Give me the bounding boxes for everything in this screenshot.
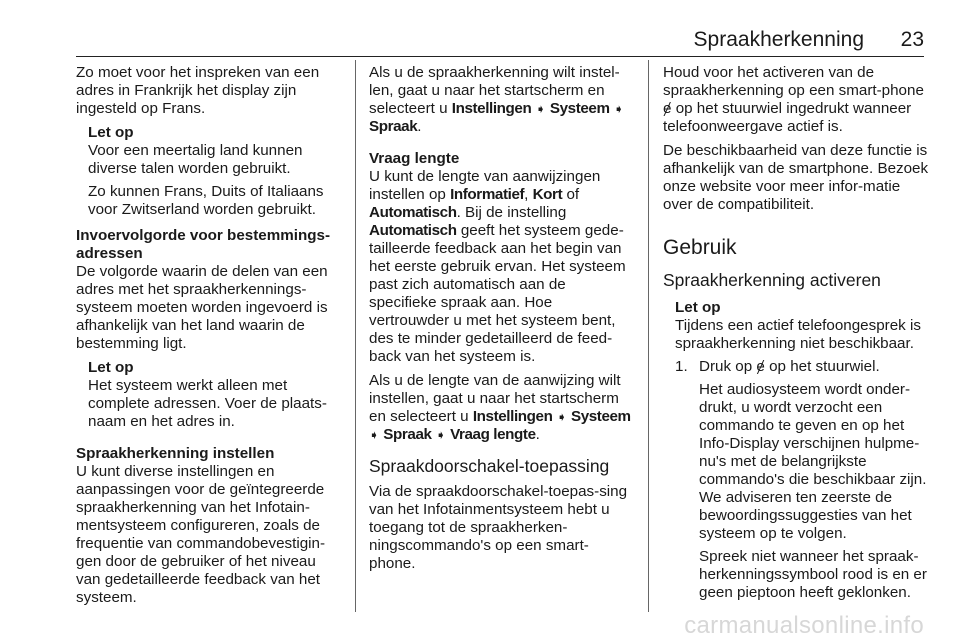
paragraph-input-order: De volgorde waarin de delen van een adres met het spraakherkennings-systeem moeten worden ingevoerd is afhankelijk van het land waarin de bestemming ligt. (76, 263, 328, 352)
note-label: Let op (88, 124, 134, 141)
option-label: Automatisch (369, 222, 457, 239)
arrow-icon: ➧ (556, 410, 567, 424)
option-label: Automatisch (369, 204, 457, 221)
running-title: Spraakherkenning (693, 28, 864, 51)
menu-path-item: Systeem (570, 408, 631, 425)
step-detail: Spreek niet wanneer het spraak-herkenningssymbool rood is en er geen pieptoon heeft geklonken. (699, 548, 927, 601)
note-text: Zo kunnen Frans, Duits of Italiaans voor Zwitserland worden gebruikt. (88, 183, 324, 218)
step-content (699, 358, 931, 607)
step-detail: Het audiosysteem wordt onder-drukt, u wordt verzocht een commando te geven en op het Info-Display verschijnen hulpme-nu's met de belangrijkste commando's die beschikbaar zijn. We adviseren ten zeerste de bewoordingssuggesties van het systeem op te volgen. (699, 381, 927, 542)
option-label: Kort (532, 186, 563, 203)
heading-usage: Gebruik (663, 236, 737, 259)
paragraph-passthrough: Via de spraakdoorschakel-toepas-sing van het Infotainmentsysteem hebt u toegang tot de spraakherken-ningscommando's op een smart-phone. (369, 483, 628, 572)
note-phone-call (675, 299, 931, 353)
arrow-icon: ➧ (535, 102, 546, 116)
step-list (663, 358, 931, 607)
paragraph-speech-settings: Als u de spraakherkenning wilt instel-len, gaat u naar het startscherm en selecteert u Instellingen ➧ Systeem ➧ Spraak. (369, 64, 624, 135)
note-text: Voor een meertalig land kunnen diverse talen worden gebruikt. (88, 142, 303, 177)
paragraph-settings: U kunt diverse instellingen en aanpassingen voor de geïntegreerde spraakherkenning van het Infotain-mentsysteem configureren, zoals de frequentie van commandobevestigin-gen door de gebruiker of het niveau van gedetailleerde feedback van het systeem. (76, 463, 326, 606)
subheading-prompt-length: Vraag lengte (369, 150, 460, 167)
note-text: Tijdens een actief telefoongesprek is spraakherkenning niet beschikbaar. (675, 317, 921, 352)
intro-paragraph: Zo moet voor het inspreken van een adres in Frankrijk het display zijn ingesteld op Frans. (76, 64, 320, 117)
page-number: 23 (900, 28, 924, 51)
note-multilingual (88, 124, 344, 219)
menu-path-item: Systeem (549, 100, 610, 117)
step-instruction: Druk op ɇ op het stuurwiel. (699, 358, 880, 375)
paragraph-availability: De beschikbaarheid van deze functie is afhankelijk van de smartphone. Bezoek onze website voor meer infor-matie over de compatibiliteit. (663, 142, 929, 213)
column-divider-1 (355, 60, 356, 612)
menu-path-item: Spraak (369, 118, 418, 135)
paragraph-prompt-length-path: Als u de lengte van de aanwijzing wilt instellen, gaat u naar het startscherm en selecteert u Instellingen ➧ Systeem ➧ Spraak ➧ Vraag lengte. (369, 372, 631, 443)
voice-button-icon: ɇ (663, 100, 672, 117)
arrow-icon: ➧ (435, 428, 446, 442)
note-complete-addresses (88, 359, 344, 431)
column-2 (369, 64, 635, 579)
subheading-input-order: Invoervolgorde voor bestemmings-adressen (76, 227, 331, 262)
step-number: 1. (675, 358, 688, 375)
menu-path-item: Instellingen (451, 100, 532, 117)
menu-path-item: Spraak (383, 426, 432, 443)
header-rule (76, 56, 924, 57)
paragraph-prompt-length: U kunt de lengte van aanwijzingen instellen op Informatief, Kort of Automatisch. Bij de instelling Automatisch geeft het systeem gede-tailleerde feedback aan het begin van het eerste gebruik ervan. Het systeem past zich automatisch aan de specifieke spraak aan. Hoe vertrouwder u met het systeem bent, des te minder gedetailleerd de feed-back van het systeem is. (369, 168, 626, 365)
voice-button-icon: ɇ (756, 358, 765, 375)
menu-path-item: Instellingen (472, 408, 553, 425)
menu-path-item: Vraag lengte (450, 426, 536, 443)
column-1 (76, 64, 344, 613)
watermark: carmanualsonline.info (684, 612, 924, 639)
arrow-icon: ➧ (613, 102, 624, 116)
column-divider-2 (648, 60, 649, 612)
column-3 (663, 64, 931, 607)
heading-activate: Spraakherkenning activeren (663, 270, 881, 290)
note-text: Het systeem werkt alleen met complete adressen. Voer de plaats-naam en het adres in. (88, 377, 327, 430)
paragraph-smartphone-activation: Houd voor het activeren van de spraakherkenning op een smart-phone ɇ op het stuurwiel ingedrukt wanneer telefoonweergave actief is. (663, 64, 924, 135)
note-label: Let op (88, 359, 134, 376)
subheading-settings: Spraakherkenning instellen (76, 445, 275, 462)
heading-passthrough: Spraakdoorschakel-toepassing (369, 456, 610, 476)
note-label: Let op (675, 299, 721, 316)
page-header (0, 0, 960, 52)
option-label: Informatief (450, 186, 525, 203)
arrow-icon: ➧ (369, 428, 380, 442)
